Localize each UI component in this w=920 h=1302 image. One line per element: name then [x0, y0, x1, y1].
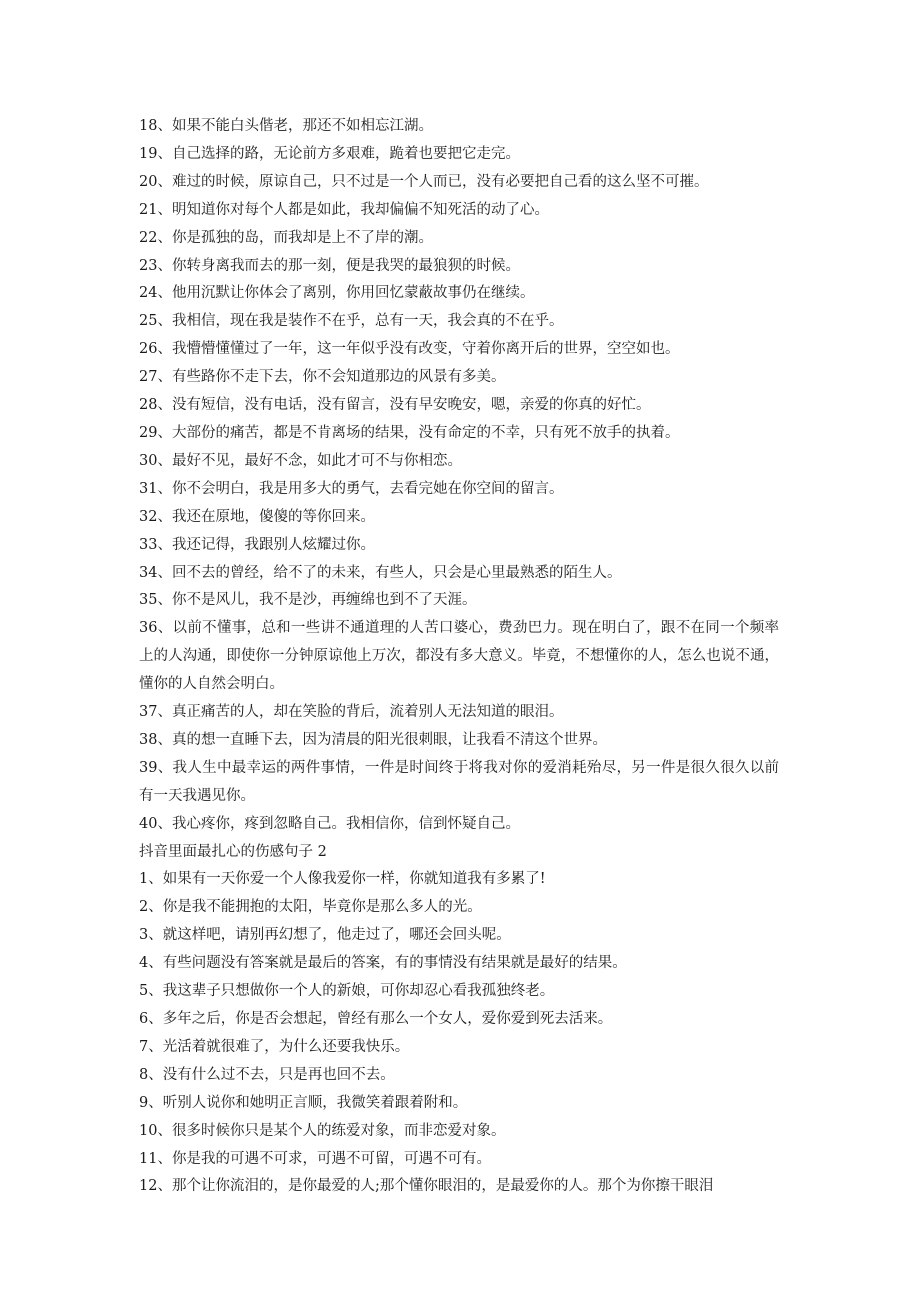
list-item: 33、我还记得，我跟别人炫耀过你。: [139, 536, 375, 553]
list-item: 10、很多时候你只是某个人的练爱对象，而非恋爱对象。: [139, 1122, 506, 1139]
list-item: 36、以前不懂事，总和一些讲不通道理的人苦口婆心，费劲巴力。现在明白了，跟不在同一个频率上的人沟通，即使你一分钟原谅他上万次，都没有多大意义。毕竟，不想懂你的人，怎么也说不通，懂你的人自然会明白。: [139, 620, 779, 693]
list-item: 34、回不去的曾经，给不了的未来，有些人，只会是心里最熟悉的陌生人。: [139, 564, 622, 581]
list-item: 4、有些问题没有答案就是最后的答案，有的事情没有结果就是最好的结果。: [139, 955, 627, 972]
list-item: 38、真的想一直睡下去，因为清晨的阳光很刺眼，让我看不清这个世界。: [139, 731, 607, 748]
list-item: 37、真正痛苦的人，却在笑脸的背后，流着别人无法知道的眼泪。: [139, 704, 564, 721]
list-item: 18、如果不能白头偕老，那还不如相忘江湖。: [139, 118, 433, 134]
list-item: 21、明知道你对每个人都是如此，我却偏偏不知死活的动了心。: [139, 201, 549, 218]
list-item: 8、没有什么过不去，只是再也回不去。: [139, 1066, 395, 1083]
list-item: 25、我相信，现在我是装作不在乎，总有一天，我会真的不在乎。: [139, 313, 564, 330]
list-item: 23、你转身离我而去的那一刻，便是我哭的最狼狈的时候。: [139, 257, 520, 274]
list-item: 31、你不会明白，我是用多大的勇气，去看完她在你空间的留言。: [139, 480, 564, 497]
list-item: 19、自己选择的路，无论前方多艰难，跪着也要把它走完。: [139, 145, 520, 162]
list-item: 7、光活着就很难了，为什么还要我快乐。: [139, 1038, 410, 1055]
list-item: 24、他用沉默让你体会了离别，你用回忆蒙蔽故事仍在继续。: [139, 285, 535, 302]
list-item: 1、如果有一天你爱一个人像我爱你一样，你就知道我有多累了!: [139, 871, 546, 888]
list-item: 26、我懵懵懂懂过了一年，这一年似乎没有改变，守着你离开后的世界，空空如也。: [139, 341, 680, 358]
list-item: 11、你是我的可遇不可求，可遇不可留，可遇不可有。: [139, 1150, 491, 1167]
list-item: 35、你不是风儿，我不是沙，再缠绵也到不了天涯。: [139, 592, 477, 609]
list-item: 5、我这辈子只想做你一个人的新娘，可你却忍心看我孤独终老。: [139, 983, 555, 1000]
list-item: 39、我人生中最幸运的两件事情，一件是时间终于将我对你的爱消耗殆尽，另一件是很久很久以前有一天我遇见你。: [139, 759, 779, 804]
list-item: 20、难过的时候，原谅自己，只不过是一个人而已，没有必要把自己看的这么坚不可摧。: [139, 173, 709, 190]
list-item: 28、没有短信，没有电话，没有留言，没有早安晚安，嗯，亲爱的你真的好忙。: [139, 397, 651, 414]
list-item: 22、你是孤独的岛，而我却是上不了岸的潮。: [139, 229, 433, 246]
document-body: [139, 113, 779, 1201]
list-item: 32、我还在原地，傻傻的等你回来。: [139, 508, 375, 525]
section-heading: 抖音里面最扎心的伤感句子 2: [139, 843, 327, 860]
list-item: 12、那个让你流泪的，是你最爱的人;那个懂你眼泪的，是最爱你的人。那个为你擦干眼泪: [139, 1178, 714, 1195]
list-item: 6、多年之后，你是否会想起，曾经有那么一个女人，爱你爱到死去活来。: [139, 1011, 613, 1027]
list-item: 3、就这样吧，请别再幻想了，他走过了，哪还会回头呢。: [139, 927, 511, 944]
list-item: 27、有些路你不走下去，你不会知道那边的风景有多美。: [139, 369, 506, 386]
list-item: 40、我心疼你，疼到忽略自己。我相信你，信到怀疑自己。: [139, 815, 520, 832]
list-item: 2、你是我不能拥抱的太阳，毕竟你是那么多人的光。: [139, 899, 482, 916]
list-item: 29、大部份的痛苦，都是不肯离场的结果，没有命定的不幸，只有死不放手的执着。: [139, 424, 680, 441]
list-item: 30、最好不见，最好不念，如此才可不与你相恋。: [139, 452, 462, 469]
list-item: 9、听别人说你和她明正言顺，我微笑着跟着附和。: [139, 1094, 468, 1111]
